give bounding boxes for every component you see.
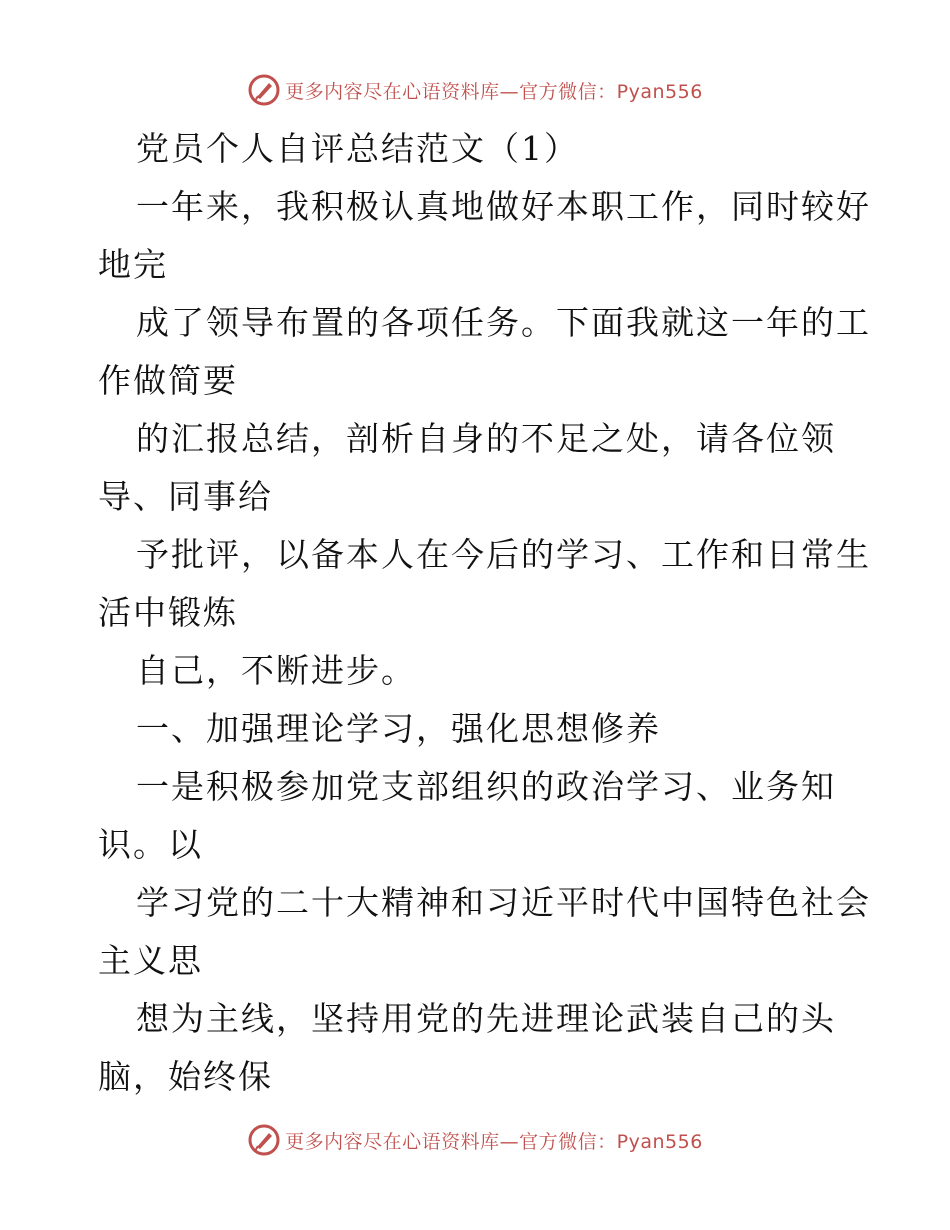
section-heading: 一、加强理论学习，强化思想修养 (136, 709, 661, 748)
document-title: 党员个人自评总结范文（1） (136, 129, 579, 168)
paragraph-line: 地完 (98, 245, 168, 284)
watermark-text: 更多内容尽在心语资料库—官方微信：Pyan556 (285, 80, 703, 103)
watermark-text: 更多内容尽在心语资料库—官方微信：Pyan556 (285, 1130, 703, 1153)
quill-pen-logo-icon (247, 73, 281, 107)
paragraph-line: 想为主线，坚持用党的先进理论武装自己的头 (136, 999, 836, 1038)
paragraph-line: 脑，始终保 (98, 1057, 273, 1096)
paragraph-line: 一是积极参加党支部组织的政治学习、业务知 (136, 767, 836, 806)
paragraph-line: 活中锻炼 (98, 593, 238, 632)
paragraph-line: 自己，不断进步。 (136, 651, 416, 690)
paragraph-line: 的汇报总结，剖析自身的不足之处，请各位领 (136, 419, 836, 458)
paragraph-line: 成了领导布置的各项任务。下面我就这一年的工 (136, 303, 871, 342)
quill-pen-logo-icon (247, 1123, 281, 1157)
paragraph-line: 学习党的二十大精神和习近平时代中国特色社会 (136, 883, 871, 922)
document-body (98, 120, 871, 1106)
paragraph-line: 一年来，我积极认真地做好本职工作，同时较好 (136, 187, 871, 226)
paragraph-line: 识。以 (98, 825, 203, 864)
footer-watermark (0, 1120, 950, 1160)
paragraph-line: 导、同事给 (98, 477, 273, 516)
paragraph-line: 主义思 (98, 941, 203, 980)
paragraph-line: 予批评，以备本人在今后的学习、工作和日常生 (136, 535, 871, 574)
header-watermark (0, 70, 950, 110)
paragraph-line: 作做简要 (98, 361, 238, 400)
